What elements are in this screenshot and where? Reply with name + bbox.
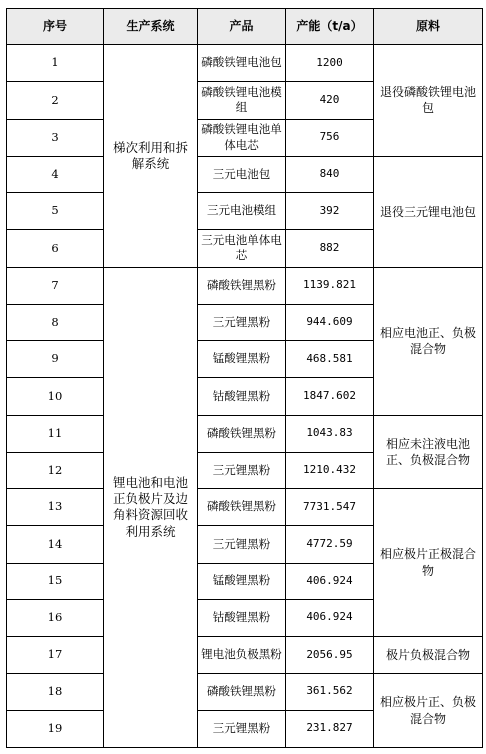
product-cell: 三元锂黑粉 xyxy=(198,452,286,488)
product-cell: 钴酸锂黑粉 xyxy=(198,378,286,415)
product-cell: 三元电池包 xyxy=(198,156,286,192)
product-cell: 磷酸铁锂黑粉 xyxy=(198,267,286,304)
material-cell: 退役磷酸铁锂电池包 xyxy=(374,45,483,157)
row-index: 9 xyxy=(7,341,104,378)
material-cell: 相应未注液电池正、负极混合物 xyxy=(374,415,483,489)
table-header-row xyxy=(7,9,483,45)
system-cell: 锂电池和电池正负极片及边角料资源回收利用系统 xyxy=(104,267,198,748)
row-index: 16 xyxy=(7,599,104,636)
capacity-cell: 840 xyxy=(286,156,374,192)
product-cell: 三元锂黑粉 xyxy=(198,710,286,748)
row-index: 10 xyxy=(7,378,104,415)
header-capacity: 产能（t/a） xyxy=(286,9,374,45)
product-cell: 三元锂黑粉 xyxy=(198,526,286,563)
table-row xyxy=(7,156,483,192)
table-row xyxy=(7,489,483,526)
product-cell: 三元电池模组 xyxy=(198,193,286,230)
product-cell: 锰酸锂黑粉 xyxy=(198,563,286,599)
product-cell: 磷酸铁锂黑粉 xyxy=(198,489,286,526)
capacity-cell: 756 xyxy=(286,119,374,156)
table-row xyxy=(7,267,483,304)
row-index: 7 xyxy=(7,267,104,304)
product-cell: 磷酸铁锂电池包 xyxy=(198,45,286,82)
product-cell: 磷酸铁锂电池模组 xyxy=(198,82,286,119)
row-index: 8 xyxy=(7,304,104,340)
capacity-cell: 420 xyxy=(286,82,374,119)
row-index: 18 xyxy=(7,674,104,710)
row-index: 3 xyxy=(7,119,104,156)
row-index: 1 xyxy=(7,45,104,82)
row-index: 19 xyxy=(7,710,104,748)
capacity-cell: 944.609 xyxy=(286,304,374,340)
capacity-cell: 882 xyxy=(286,230,374,267)
capacity-cell: 406.924 xyxy=(286,563,374,599)
header-index: 序号 xyxy=(7,9,104,45)
material-cell: 相应极片正、负极混合物 xyxy=(374,674,483,748)
row-index: 15 xyxy=(7,563,104,599)
product-cell: 磷酸铁锂黑粉 xyxy=(198,415,286,452)
product-cell: 磷酸铁锂黑粉 xyxy=(198,674,286,710)
capacity-cell: 1847.602 xyxy=(286,378,374,415)
material-cell: 退役三元锂电池包 xyxy=(374,156,483,267)
product-cell: 锰酸锂黑粉 xyxy=(198,341,286,378)
table-row xyxy=(7,415,483,452)
capacity-cell: 231.827 xyxy=(286,710,374,748)
row-index: 11 xyxy=(7,415,104,452)
capacity-cell: 4772.59 xyxy=(286,526,374,563)
capacity-cell: 406.924 xyxy=(286,599,374,636)
header-system: 生产系统 xyxy=(104,9,198,45)
table-row xyxy=(7,45,483,82)
header-product: 产品 xyxy=(198,9,286,45)
capacity-cell: 468.581 xyxy=(286,341,374,378)
header-material: 原料 xyxy=(374,9,483,45)
table-row xyxy=(7,674,483,710)
capacity-cell: 2056.95 xyxy=(286,637,374,674)
material-cell: 相应极片正极混合物 xyxy=(374,489,483,637)
capacity-cell: 1139.821 xyxy=(286,267,374,304)
system-cell: 梯次利用和拆解系统 xyxy=(104,45,198,268)
capacity-cell: 1210.432 xyxy=(286,452,374,488)
capacity-cell: 361.562 xyxy=(286,674,374,710)
row-index: 4 xyxy=(7,156,104,192)
capacity-cell: 1043.83 xyxy=(286,415,374,452)
product-cell: 钴酸锂黑粉 xyxy=(198,599,286,636)
row-index: 12 xyxy=(7,452,104,488)
row-index: 17 xyxy=(7,637,104,674)
product-cell: 三元电池单体电芯 xyxy=(198,230,286,267)
capacity-cell: 1200 xyxy=(286,45,374,82)
row-index: 5 xyxy=(7,193,104,230)
material-cell: 极片负极混合物 xyxy=(374,637,483,674)
row-index: 14 xyxy=(7,526,104,563)
product-cell: 锂电池负极黑粉 xyxy=(198,637,286,674)
material-cell: 相应电池正、负极混合物 xyxy=(374,267,483,415)
row-index: 6 xyxy=(7,230,104,267)
capacity-table xyxy=(6,8,483,748)
capacity-cell: 7731.547 xyxy=(286,489,374,526)
table-row xyxy=(7,637,483,674)
row-index: 13 xyxy=(7,489,104,526)
product-cell: 磷酸铁锂电池单体电芯 xyxy=(198,119,286,156)
capacity-cell: 392 xyxy=(286,193,374,230)
row-index: 2 xyxy=(7,82,104,119)
product-cell: 三元锂黑粉 xyxy=(198,304,286,340)
